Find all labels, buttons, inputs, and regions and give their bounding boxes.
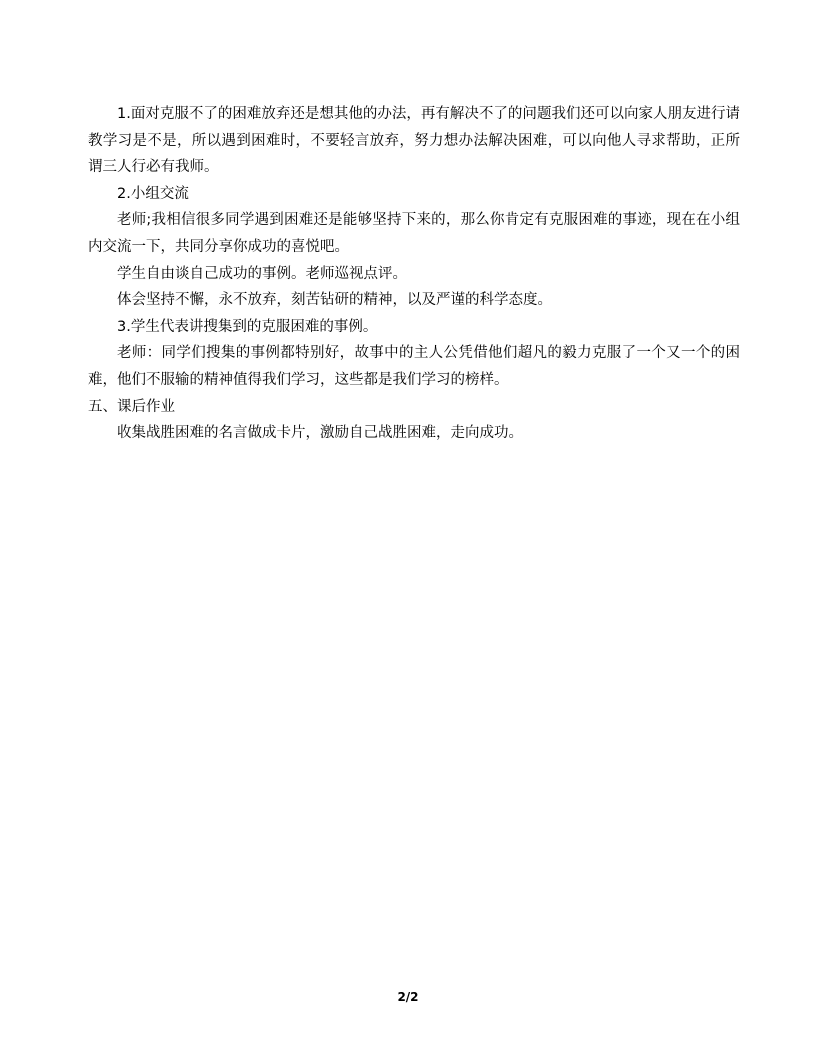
- paragraph-7: 老师：同学们搜集的事例都特别好，故事中的主人公凭借他们超凡的毅力克服了一个又一个的困难，他们不服输的精神值得我们学习，这些都是我们学习的榜样。: [88, 345, 740, 388]
- paragraph-3: 老师;我相信很多同学遇到困难还是能够坚持下来的，那么你肯定有克服困难的事迹，现在在小组内交流一下，共同分享你成功的喜悦吧。: [88, 212, 740, 255]
- paragraph-5: 体会坚持不懈，永不放弃，刻苦钻研的精神，以及严谨的科学态度。: [117, 292, 552, 309]
- document-body: [88, 101, 740, 447]
- paragraph-9: 收集战胜困难的名言做成卡片，激励自己战胜困难，走向成功。: [117, 425, 523, 442]
- paragraph-4: 学生自由谈自己成功的事例。老师巡视点评。: [117, 265, 407, 282]
- paragraph-2: 2.小组交流: [117, 185, 189, 202]
- paragraph-6: 3.学生代表讲搜集到的克服困难的事例。: [117, 318, 378, 335]
- paragraph-1: 1.面对克服不了的困难放弃还是想其他的办法，再有解决不了的问题我们还可以向家人朋友进行请教学习是不是，所以遇到困难时，不要轻言放弃，努力想办法解决困难，可以向他人寻求帮助，正所谓三人行必有我师。: [88, 106, 740, 176]
- section-heading-homework: 五、课后作业: [88, 398, 175, 415]
- page-number: 2/2: [397, 990, 419, 1004]
